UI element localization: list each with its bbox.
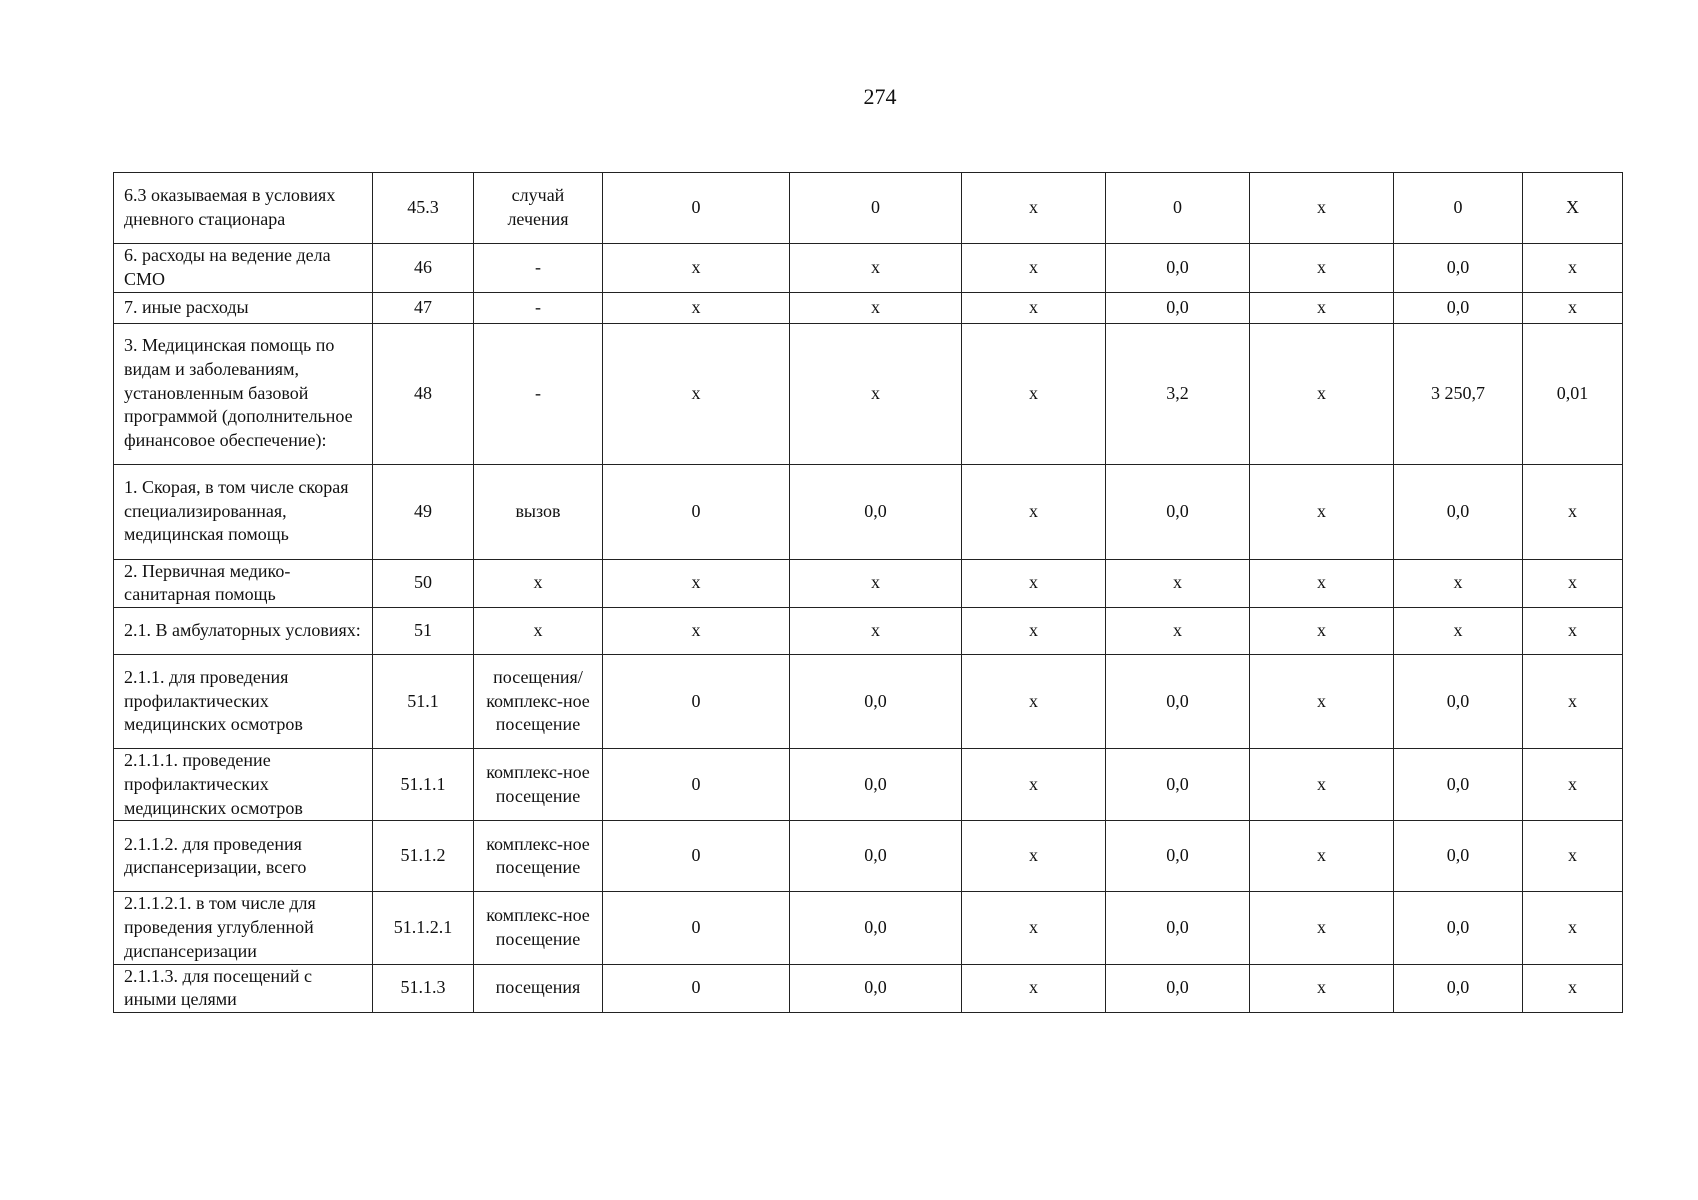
row-name-cell: 3. Медицинская помощь по видам и заболеваниям, установленным базовой программой (дополнительное финансовое обеспечение): (114, 323, 373, 464)
col-4-cell: x (603, 244, 790, 293)
row-name-cell: 7. иные расходы (114, 292, 373, 323)
col-4-cell: 0 (603, 821, 790, 892)
col-9-cell: 3 250,7 (1394, 323, 1523, 464)
col-9-cell: x (1394, 559, 1523, 608)
col-5-cell: 0,0 (790, 464, 962, 559)
table-row (114, 655, 1623, 749)
col-7-cell: x (1106, 608, 1250, 655)
row-code-cell: 48 (373, 323, 474, 464)
row-code-cell: 51.1 (373, 655, 474, 749)
col-8-cell: x (1250, 292, 1394, 323)
col-4-cell: x (603, 323, 790, 464)
col-7-cell: 0,0 (1106, 655, 1250, 749)
col-6-cell: x (962, 292, 1106, 323)
col-10-cell: x (1523, 655, 1623, 749)
row-code-cell: 49 (373, 464, 474, 559)
row-code-cell: 51.1.3 (373, 964, 474, 1013)
col-5-cell: 0,0 (790, 964, 962, 1013)
col-8-cell: x (1250, 821, 1394, 892)
table-row (114, 244, 1623, 293)
unit-cell: х (474, 559, 603, 608)
unit-cell: комплекс-ное посещение (474, 821, 603, 892)
col-5-cell: 0,0 (790, 892, 962, 964)
unit-cell: посещения (474, 964, 603, 1013)
col-7-cell: 0,0 (1106, 749, 1250, 821)
col-5-cell: 0,0 (790, 749, 962, 821)
col-10-cell: x (1523, 244, 1623, 293)
col-7-cell: 0 (1106, 173, 1250, 244)
col-6-cell: x (962, 964, 1106, 1013)
col-8-cell: x (1250, 173, 1394, 244)
col-7-cell: x (1106, 559, 1250, 608)
col-10-cell: x (1523, 821, 1623, 892)
row-code-cell: 51.1.2.1 (373, 892, 474, 964)
col-10-cell: x (1523, 608, 1623, 655)
row-code-cell: 47 (373, 292, 474, 323)
col-8-cell: x (1250, 608, 1394, 655)
table-row (114, 964, 1623, 1013)
col-7-cell: 0,0 (1106, 292, 1250, 323)
col-7-cell: 0,0 (1106, 964, 1250, 1013)
col-7-cell: 3,2 (1106, 323, 1250, 464)
col-9-cell: 0,0 (1394, 292, 1523, 323)
row-code-cell: 51.1.2 (373, 821, 474, 892)
col-5-cell: x (790, 323, 962, 464)
col-4-cell: 0 (603, 173, 790, 244)
col-6-cell: x (962, 173, 1106, 244)
col-6-cell: x (962, 559, 1106, 608)
row-name-cell: 2. Первичная медико-санитарная помощь (114, 559, 373, 608)
col-7-cell: 0,0 (1106, 892, 1250, 964)
unit-cell: - (474, 292, 603, 323)
unit-cell: - (474, 244, 603, 293)
col-4-cell: x (603, 608, 790, 655)
col-4-cell: 0 (603, 464, 790, 559)
col-10-cell: X (1523, 173, 1623, 244)
col-6-cell: x (962, 892, 1106, 964)
col-8-cell: x (1250, 892, 1394, 964)
col-10-cell: x (1523, 892, 1623, 964)
col-8-cell: x (1250, 244, 1394, 293)
col-4-cell: 0 (603, 964, 790, 1013)
data-table (113, 172, 1623, 1013)
col-8-cell: x (1250, 749, 1394, 821)
row-name-cell: 2.1. В амбулаторных условиях: (114, 608, 373, 655)
col-10-cell: x (1523, 559, 1623, 608)
col-8-cell: x (1250, 964, 1394, 1013)
unit-cell: вызов (474, 464, 603, 559)
col-9-cell: 0 (1394, 173, 1523, 244)
col-4-cell: 0 (603, 655, 790, 749)
col-4-cell: x (603, 292, 790, 323)
col-5-cell: 0,0 (790, 821, 962, 892)
col-8-cell: x (1250, 655, 1394, 749)
col-9-cell: 0,0 (1394, 749, 1523, 821)
col-7-cell: 0,0 (1106, 244, 1250, 293)
col-4-cell: 0 (603, 892, 790, 964)
col-4-cell: x (603, 559, 790, 608)
col-7-cell: 0,0 (1106, 464, 1250, 559)
table-row (114, 892, 1623, 964)
unit-cell: комплекс-ное посещение (474, 749, 603, 821)
col-4-cell: 0 (603, 749, 790, 821)
col-10-cell: 0,01 (1523, 323, 1623, 464)
table-row (114, 464, 1623, 559)
col-8-cell: x (1250, 464, 1394, 559)
col-5-cell: 0,0 (790, 655, 962, 749)
row-name-cell: 2.1.1.3. для посещений с иными целями (114, 964, 373, 1013)
col-6-cell: x (962, 608, 1106, 655)
row-name-cell: 1. Скорая, в том числе скорая специализированная, медицинская помощь (114, 464, 373, 559)
col-9-cell: 0,0 (1394, 464, 1523, 559)
col-9-cell: 0,0 (1394, 244, 1523, 293)
col-6-cell: x (962, 749, 1106, 821)
page-number: 274 (863, 84, 897, 109)
row-code-cell: 50 (373, 559, 474, 608)
col-8-cell: x (1250, 323, 1394, 464)
unit-cell: х (474, 608, 603, 655)
row-code-cell: 51 (373, 608, 474, 655)
row-name-cell: 2.1.1. для проведения профилактических медицинских осмотров (114, 655, 373, 749)
table-row (114, 608, 1623, 655)
row-name-cell: 2.1.1.1. проведение профилактических медицинских осмотров (114, 749, 373, 821)
row-code-cell: 45.3 (373, 173, 474, 244)
unit-cell: случай лечения (474, 173, 603, 244)
col-5-cell: x (790, 244, 962, 293)
col-5-cell: x (790, 559, 962, 608)
col-10-cell: x (1523, 292, 1623, 323)
col-5-cell: x (790, 292, 962, 323)
col-6-cell: x (962, 464, 1106, 559)
unit-cell: - (474, 323, 603, 464)
row-name-cell: 2.1.1.2. для проведения диспансеризации, всего (114, 821, 373, 892)
col-9-cell: 0,0 (1394, 655, 1523, 749)
col-6-cell: x (962, 244, 1106, 293)
row-name-cell: 2.1.1.2.1. в том числе для проведения углубленной диспансеризации (114, 892, 373, 964)
table-row (114, 559, 1623, 608)
col-6-cell: x (962, 821, 1106, 892)
table-body (114, 173, 1623, 1013)
row-code-cell: 46 (373, 244, 474, 293)
table-row (114, 173, 1623, 244)
col-6-cell: x (962, 323, 1106, 464)
unit-cell: комплекс-ное посещение (474, 892, 603, 964)
table-row (114, 292, 1623, 323)
col-6-cell: x (962, 655, 1106, 749)
col-9-cell: x (1394, 608, 1523, 655)
table-row (114, 821, 1623, 892)
row-name-cell: 6. расходы на ведение дела СМО (114, 244, 373, 293)
unit-cell: посещения/ комплекс-ное посещение (474, 655, 603, 749)
col-9-cell: 0,0 (1394, 821, 1523, 892)
col-5-cell: 0 (790, 173, 962, 244)
col-9-cell: 0,0 (1394, 892, 1523, 964)
table-row (114, 749, 1623, 821)
col-5-cell: x (790, 608, 962, 655)
table-row (114, 323, 1623, 464)
col-7-cell: 0,0 (1106, 821, 1250, 892)
col-8-cell: x (1250, 559, 1394, 608)
col-10-cell: x (1523, 964, 1623, 1013)
col-10-cell: x (1523, 464, 1623, 559)
col-10-cell: x (1523, 749, 1623, 821)
row-name-cell: 6.3 оказываемая в условиях дневного стационара (114, 173, 373, 244)
col-9-cell: 0,0 (1394, 964, 1523, 1013)
row-code-cell: 51.1.1 (373, 749, 474, 821)
